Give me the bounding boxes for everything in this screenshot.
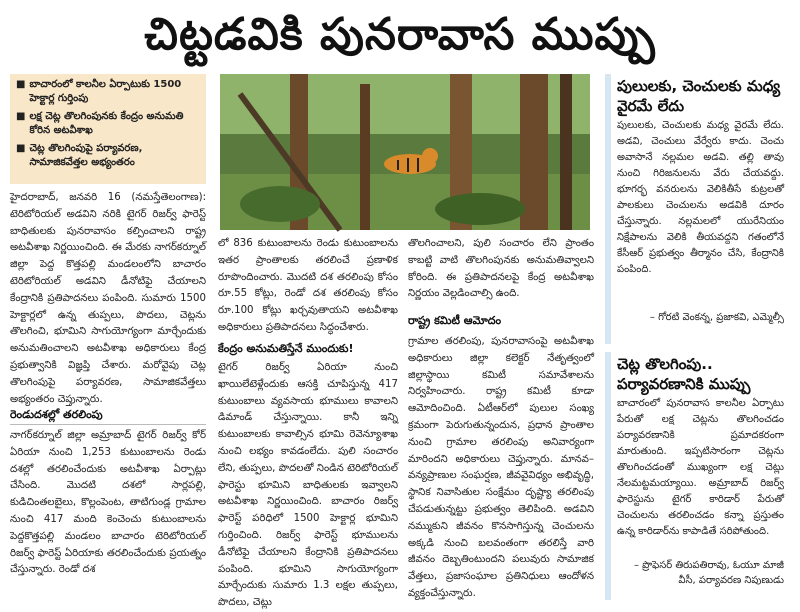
article-paragraph: తొలగించాలని, పులి సంచారం లేని ప్రాంతం కాబట్టి వాటి తొలగింపునకు అనుమతివ్వాలని కోరింది. ఈ ప్రతిపాదనలపై కేంద్ర అటవీశాఖ నిర్ణయం వెల్లడించాల్సి ఉంది. xyxy=(408,238,594,300)
bullet-icon: ■ xyxy=(16,111,26,122)
opinion-body: బాచారంలో పునరావాస కాలనీల ఏర్పాటు పేరుతో లక్ష చెట్లను తొలగించడం పర్యావరణానికి ప్రమాదకరంగా మారుతుంది. ఇప్పటిసారంగా చెట్లను తొలగించడంతో ముఖ్యంగా లక్ష చెట్లు నేలమట్టమయ్యాయి. అమ్రాబాద్ రిజర్వ్ ఫారెస్టును టైగర్ కారిడార్ పేరుతో చెంచులను తరలించడం కన్నా ప్రస్తుతం ఉన్న కారిడార్‌ను కాపాడితే సరిపోతుంది. xyxy=(617,398,784,537)
column-1-body xyxy=(10,428,206,596)
highlight-text: బాచారంలో కాలనీల ఏర్పాటుకు 1500 హెక్టార్ల గుర్తింపు xyxy=(29,79,182,104)
subheading: రెండుదశల్లో తరలింపు xyxy=(10,408,103,421)
bullet-icon: ■ xyxy=(16,143,26,154)
opinion-box-2 xyxy=(605,352,790,600)
opinion-signature: – ప్రొఫెసర్ తిరుపతిరావు, ఓయూ మాజీ వీసీ, పర్యావరణ నిపుణుడు xyxy=(633,560,784,586)
column-2-body xyxy=(218,360,398,609)
highlight-item xyxy=(16,78,200,106)
column-2-top xyxy=(218,236,398,336)
divider xyxy=(10,424,206,425)
highlight-text: లక్ష చెట్ల తొలగింపునకు కేంద్రం అనుమతి కోరిన అటవీశాఖ xyxy=(29,111,184,136)
article-paragraph: హైదరాబాద్, జనవరి 16 (నమస్తేతెలంగాణ): టెరిటోరియల్ అడవిని నరికి టైగర్ రిజర్వ్ ఫారెస్ట్ బాధితులకు పునరావాసం కల్పించాలని రాష్ట్ర అటవీశాఖ నిర్ణయించింది. ఈ మేరకు నాగర్‌కర్నూల్ జిల్లా పెద్ద కొత్తపల్లి మండలంలోని బాచారం టెరిటోరియల్ అడవిని డీనోటిఫై చేయాలని కేంద్రానికి ప్రతిపాదనలు పంపింది. సుమారు 1500 హెక్టార్లలో ఉన్న తుప్పలు, పొదలు, చెట్లను తొలగించి, భూమిని సాగుయోగ్యంగా మార్చేందుకు అనుమతించాలని అటవీశాఖ అధికారులు కేంద్ర ప్రభుత్వానికి విజ్ఞప్తి చేశారు. మరోవైపు చెట్ల తొలగింపుపై పర్యావరణ, సామాజికవేత్తలు అభ్యంతరం చెప్తున్నారు. xyxy=(10,192,206,405)
highlights-box xyxy=(10,74,206,184)
article-paragraph: టైగర్ రిజర్వ్ ఏరియా నుంచి ఖాయిలేటెళ్లేందుకు ఆసక్తి చూపిస్తున్న 417 కుటుంబాలు వ్యవసాయ భూములు కావాలని డిమాండ్ చేస్తున్నాయి. కానీ ఇన్ని కుటుంబాలకు కావాల్సిన భూమి రెవెన్యూశాఖ నుంచి లభ్యం కావడంలేదు. పులి సంచారం లేని, తుప్పలు, పొదలతో నిండిన టెరిటోరియల్ ఫారెస్టు భూమిని బాధితులకు ఇవ్వాలని అటవీశాఖ నిర్ణయించింది. బాచారం రిజర్వ్ ఫారెస్ట్ పరిధిలో 1500 హెక్టార్ల భూమిని గుర్తించింది. రిజర్వ్ ఫారెస్ట్ భూములను డీనోటిఫై చేయాలని కేంద్రానికి ప్రతిపాదనలు పంపింది. భూమిని సాగుయోగ్యంగా మార్చేందుకు సుమారు 1.3 లక్షల తుప్పలు, పొదలు, చెట్లు xyxy=(218,362,398,609)
opinion-box-1 xyxy=(605,74,790,344)
opinion-body: పులులకు, చెంచులకు మధ్య వైరమే లేదు. అడవి, చెంచులు వేర్వేరు కాదు. చెంచు అవాసానే నల్లమల అడవి. తల్లి తావు నుంచి గిరిజనులను వేరు చేయవద్దు. భూగర్భ వనరులను వెలికితీసే కుట్రలతో పాలకులు చెంచులను అడవికి దూరం చేస్తున్నారు. నల్లమలలో యురేనియం నిక్షేపాలను వెలికి తీయవద్దని గతంలోనే కేసీఆర్ ప్రభుత్వం తీర్మానం చేసి, కేంద్రానికి పంపింది. xyxy=(617,120,784,275)
headline: చిట్టడవికి పునరావాస ముప్పు xyxy=(144,9,656,60)
highlight-item xyxy=(16,110,200,138)
highlight-item xyxy=(16,142,200,170)
subheading: రాష్ట్ర కమిటీ ఆమోదం xyxy=(408,314,502,327)
opinion-title: చెట్ల తొలగింపు.. పర్యావరణానికి ముప్పు xyxy=(617,355,751,393)
bullet-icon: ■ xyxy=(16,79,26,90)
article-paragraph: లో 836 కుటుంబాలను రెండు కుటుంబాలను ఇతర ప్రాంతాలకు తరలించే ప్రణాళిక రూపొందించారు. మొదటి దశ తరలింపు కోసం రూ.55 కోట్లు, రెండో దశ తరలింపు కోసం రూ.100 కోట్లు ఖర్చవుతాయని అటవీశాఖ అధికారులు ప్రతిపాదనలు సిద్ధంచేశారు. xyxy=(218,238,398,333)
forest-tiger-illustration xyxy=(220,74,590,230)
opinion-title: పులులకు, చెంచులకు మధ్య వైరమే లేదు xyxy=(617,77,781,115)
tiger-photo xyxy=(220,74,590,230)
highlight-text: చెట్ల తొలగింపుపై పర్యావరణ, సామాజికవేత్తల అభ్యంతరం xyxy=(29,143,143,168)
opinion-signature: – గోరటి వెంకన్న, ప్రజాకవి, ఎమ్మెల్సీ xyxy=(649,312,784,323)
column-1-intro xyxy=(10,190,206,405)
column-3-top xyxy=(408,236,594,302)
column-3-body xyxy=(408,334,594,599)
article-paragraph: నాగర్‌కర్నూల్ జిల్లా అమ్రాబాద్ టైగర్ రిజర్వ్ కోర్ ఏరియా నుంచి 1,253 కుటుంబాలను రెండు దశల్లో తరలించేందుకు అటవీశాఖ ఏర్పాట్లు చేసింది. మొదటి దశలో సార్లపల్లి, కుడిచింతలబైలు, కొల్లంపెంట, తాటిగుండ్ల గ్రామాల నుంచి 417 మంది కెంచెంచు కుటుంబాలను పెద్దకొత్తపల్లి మండలం బాచారం టెరిటోరియల్ రిజర్వ్ ఫారెస్ట్ ఏరియాకు తరలించేందుకు ప్రయత్నం చేస్తున్నారు. రెండో దశ xyxy=(10,430,206,576)
article-paragraph: గ్రామాల తరలింపు, పునరావాసంపై అటవీశాఖ అధికారులు జిల్లా కలెక్టర్ నేతృత్వంలో జిల్లాస్థాయి కమిటీ సమావేశాలను నిర్వహించారు. రాష్ట్ర కమిటీ కూడా ఆమోదించింది. ఏటీఆర్‌లో పులుల సంఖ్య క్రమంగా పెరుగుతున్నందున, ప్రధాన ప్రాంతాల నుంచి గ్రామాల తరలింపు అనివార్యంగా మారిందని అధికారులు చెప్తున్నారు. మానవ–వన్యప్రాణుల సంఘర్షణ, జీవవైవిధ్యం అభివృద్ధి, స్థానిక నివాసితుల సంక్షేమం దృష్ట్యా తరలింపు చేపడుతున్నట్టు ప్రభుత్వం తెలిపింది. అడవిని నమ్ముకుని జీవనం కొనసాగిస్తున్న చెంచులను అక్కడి నుంచి బలవంతంగా తరలిస్తే వారి జీవనం దెబ్బతింటుందని పలువురు సామాజిక వేత్తలు, ప్రజాసంఘాల ప్రతినిధులు ఆందోళన వ్యక్తంచేస్తున్నారు. xyxy=(408,336,594,599)
subheading: కేంద్రం అనుమతిస్తేనే ముందుకు! xyxy=(218,342,354,355)
